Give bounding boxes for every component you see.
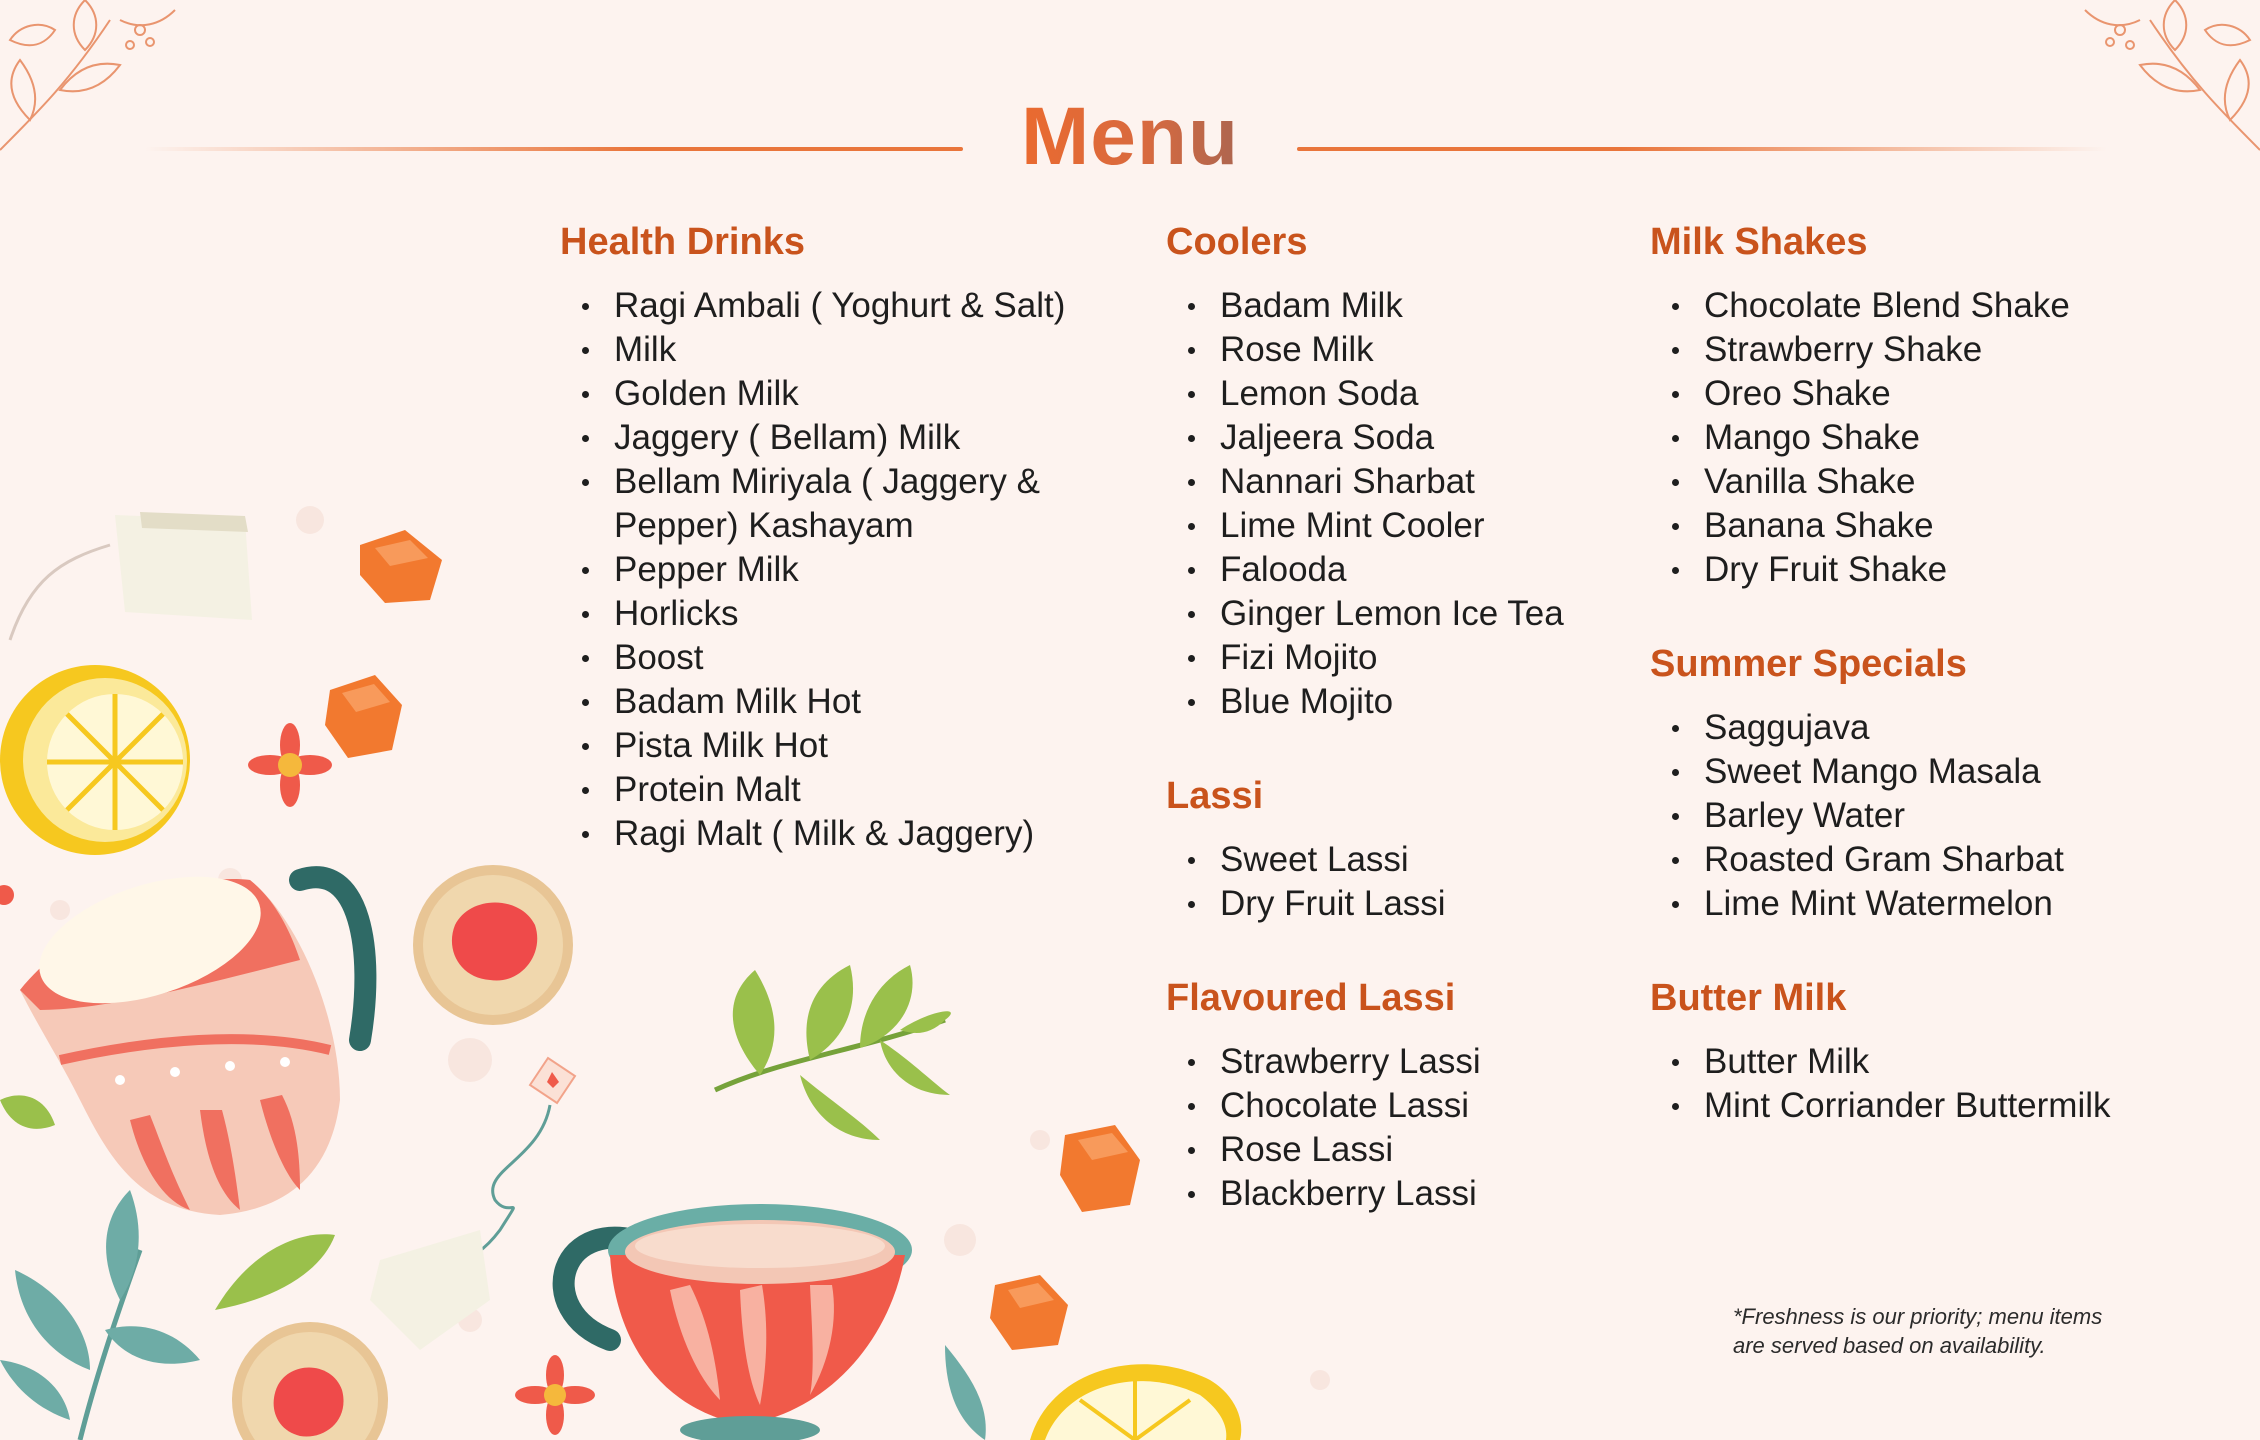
list-item: Falooda [1166, 548, 1564, 592]
list-item: Lemon Soda [1166, 372, 1564, 416]
list-item: Chocolate Blend Shake [1650, 284, 2070, 328]
list-item: Lime Mint Watermelon [1650, 882, 2064, 926]
section-title: Coolers [1166, 221, 1308, 263]
jug-icon [20, 852, 365, 1215]
item-list [1650, 284, 2070, 592]
list-item: Chocolate Lassi [1166, 1084, 1481, 1128]
footnote-line: *Freshness is our priority; menu items [1733, 1304, 2103, 1329]
list-item: Pista Milk Hot [560, 724, 1084, 768]
teabag-icon [10, 512, 252, 640]
list-item: Milk [560, 328, 1084, 372]
title-divider-right [1297, 147, 2107, 151]
section-summer-specials [1650, 640, 2064, 926]
list-item: Saggujava [1650, 706, 2064, 750]
lemon-slice-icon [1030, 1364, 1241, 1440]
list-item: Mint Corriander Buttermilk [1650, 1084, 2111, 1128]
item-list [560, 284, 1084, 856]
section-lassi [1166, 772, 1446, 926]
section-butter-milk [1650, 974, 2111, 1128]
list-item: Protein Malt [560, 768, 1084, 812]
list-item: Dry Fruit Shake [1650, 548, 2070, 592]
list-item: Dry Fruit Lassi [1166, 882, 1446, 926]
list-item: Mango Shake [1650, 416, 2070, 460]
flower-icon [515, 1355, 595, 1435]
list-item: Badam Milk Hot [560, 680, 1084, 724]
list-item: Ragi Malt ( Milk & Jaggery) [560, 812, 1084, 856]
list-item: Vanilla Shake [1650, 460, 2070, 504]
list-item: Strawberry Lassi [1166, 1040, 1481, 1084]
sugar-cube-icon [990, 1275, 1068, 1350]
flower-icon [248, 723, 332, 807]
header [0, 40, 2260, 182]
list-item: Sweet Lassi [1166, 838, 1446, 882]
item-list [1650, 706, 2064, 926]
section-title: Lassi [1166, 775, 1264, 817]
list-item: Roasted Gram Sharbat [1650, 838, 2064, 882]
list-item: Rose Lassi [1166, 1128, 1481, 1172]
section-title: Butter Milk [1650, 977, 1847, 1019]
section-title: Flavoured Lassi [1166, 977, 1456, 1019]
footnote [1733, 1302, 2153, 1360]
item-list [1166, 1040, 1481, 1216]
list-item: Nannari Sharbat [1166, 460, 1564, 504]
lemon-slice-icon [0, 665, 190, 855]
page-title: Menu [980, 90, 1280, 184]
list-item: Jaggery ( Bellam) Milk [560, 416, 1084, 460]
list-item: Rose Milk [1166, 328, 1564, 372]
list-item: Ragi Ambali ( Yoghurt & Salt) [560, 284, 1084, 328]
tea-leaves-icon [715, 965, 951, 1140]
list-item: Blue Mojito [1166, 680, 1564, 724]
list-item: Sweet Mango Masala [1650, 750, 2064, 794]
cookie-icon [232, 1322, 388, 1440]
teabag-icon [370, 1058, 575, 1350]
section-title: Health Drinks [560, 221, 805, 263]
list-item: Jaljeera Soda [1166, 416, 1564, 460]
section-title: Summer Specials [1650, 643, 1967, 685]
section-coolers [1166, 218, 1564, 724]
list-item: Badam Milk [1166, 284, 1564, 328]
item-list [1166, 284, 1564, 724]
list-item: Ginger Lemon Ice Tea [1166, 592, 1564, 636]
item-list [1650, 1040, 2111, 1128]
section-milk-shakes [1650, 218, 2070, 592]
list-item: Oreo Shake [1650, 372, 2070, 416]
title-divider-left [145, 147, 963, 151]
item-list [1166, 838, 1446, 926]
sugar-cube-icon [1060, 1125, 1140, 1212]
list-item: Banana Shake [1650, 504, 2070, 548]
section-flavoured-lassi [1166, 974, 1481, 1216]
sugar-cube-icon [325, 675, 402, 758]
list-item: Blackberry Lassi [1166, 1172, 1481, 1216]
cookie-icon [413, 865, 573, 1025]
footnote-line: are served based on availability. [1733, 1333, 2046, 1358]
list-item: Golden Milk [560, 372, 1084, 416]
list-item: Horlicks [560, 592, 1084, 636]
section-title: Milk Shakes [1650, 221, 1868, 263]
list-item: Fizi Mojito [1166, 636, 1564, 680]
list-item: Boost [560, 636, 1084, 680]
list-item: Barley Water [1650, 794, 2064, 838]
section-health-drinks [560, 218, 1084, 856]
tea-leaves-icon [0, 1190, 200, 1440]
list-item: Lime Mint Cooler [1166, 504, 1564, 548]
sugar-cube-icon [360, 530, 442, 603]
teacup-icon [564, 1204, 912, 1440]
list-item: Pepper Milk [560, 548, 1084, 592]
list-item: Strawberry Shake [1650, 328, 2070, 372]
list-item: Butter Milk [1650, 1040, 2111, 1084]
list-item: Bellam Miriyala ( Jaggery & Pepper) Kashayam [560, 460, 1084, 548]
